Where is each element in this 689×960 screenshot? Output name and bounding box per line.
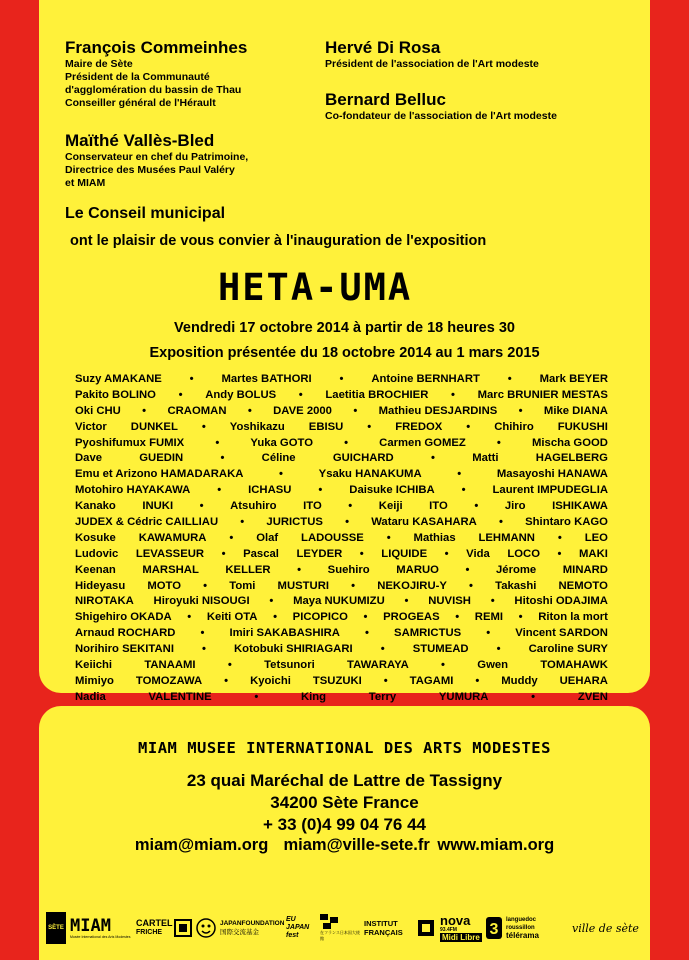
- separator-dot: •: [457, 468, 462, 481]
- website-link[interactable]: www.miam.org: [437, 836, 555, 854]
- separator-dot: •: [466, 420, 471, 433]
- separator-dot: •: [499, 516, 503, 529]
- svg-text:3: 3: [489, 921, 499, 938]
- separator-dot: •: [339, 373, 344, 385]
- artist-name: MOTO: [147, 579, 182, 592]
- artist-row: [75, 388, 608, 404]
- artist-name: Gwen: [477, 659, 509, 672]
- japan-foundation-logo: JAPANFOUNDATION 国際交流基金: [220, 920, 285, 936]
- artist-row: [75, 404, 608, 420]
- separator-dot: •: [386, 531, 391, 544]
- institut-francais-logo: INSTITUT FRANÇAIS: [364, 919, 403, 937]
- separator-dot: •: [200, 627, 205, 640]
- separator-dot: •: [298, 388, 303, 401]
- artist-row: [75, 515, 608, 531]
- separator-dot: •: [465, 563, 470, 576]
- separator-dot: •: [518, 404, 523, 417]
- badge-icon: [174, 912, 194, 944]
- separator-dot: •: [247, 404, 252, 417]
- separator-dot: •: [227, 659, 232, 672]
- artist-list: [75, 372, 608, 706]
- artist-name: Suehiro: [327, 563, 370, 576]
- artist-name: Hideyasu: [75, 579, 126, 592]
- separator-dot: •: [531, 690, 536, 703]
- artist-name: Wataru KASAHARA: [371, 516, 477, 529]
- separator-dot: •: [344, 436, 349, 449]
- artist-row: [75, 594, 608, 610]
- artist-name: Mark BEYER: [539, 373, 608, 385]
- separator-dot: •: [221, 547, 226, 560]
- artist-name: FREDOX: [395, 420, 443, 433]
- artist-row: [75, 531, 608, 547]
- artist-name: Arnaud ROCHARD: [75, 627, 176, 640]
- artist-row: [75, 610, 608, 626]
- artist-row: [75, 451, 608, 467]
- separator-dot: •: [404, 595, 409, 608]
- separator-dot: •: [318, 484, 323, 497]
- artist-name: DAVE 2000: [273, 404, 332, 417]
- invitation-line: ont le plaisir de vous convier à l'inauguration de l'exposition: [70, 233, 487, 249]
- artist-name: King: [300, 690, 327, 703]
- host-role: d'agglomération du bassin de Thau: [65, 84, 242, 96]
- artist-name: LADOUSSE: [301, 531, 364, 544]
- artist-row: [75, 499, 608, 515]
- languedoc-telerama-logo: languedoc roussillon télérama: [506, 917, 539, 940]
- artist-name: Caroline SURY: [528, 643, 608, 656]
- sete-logo: SÈTE: [46, 912, 66, 944]
- museum-name: MIAM MUSEE INTERNATIONAL DES ARTS MODESTES: [138, 739, 551, 757]
- artist-name: NUVISH: [428, 595, 471, 608]
- artist-name: YUMURA: [438, 690, 489, 703]
- artist-name: Hiroyuki NISOUGI: [153, 595, 250, 608]
- host-role: Directrice des Musées Paul Valéry: [65, 164, 235, 176]
- artist-row: [75, 626, 608, 642]
- separator-dot: •: [353, 404, 358, 417]
- separator-dot: •: [345, 516, 350, 529]
- artist-name: INUKI: [142, 500, 174, 513]
- artist-name: FUKUSHI: [557, 420, 608, 433]
- separator-dot: •: [496, 436, 501, 449]
- email-link-miam[interactable]: miam@miam.org: [134, 836, 269, 854]
- separator-dot: •: [202, 643, 206, 656]
- artist-name: TANAAMI: [144, 659, 196, 672]
- artist-row: [75, 420, 608, 436]
- artist-name: Riton la mort: [538, 611, 608, 624]
- artist-name: Mischa GOOD: [531, 436, 608, 449]
- artist-name: UEHARA: [559, 674, 608, 687]
- artist-row: [75, 563, 608, 579]
- artist-name: ITO: [303, 500, 322, 513]
- artist-name: NEMOTO: [558, 579, 608, 592]
- artist-name: Hitoshi ODAJIMA: [514, 595, 608, 608]
- artist-name: Tomi: [229, 579, 256, 592]
- artist-name: TAGAMI: [409, 674, 454, 687]
- artist-row: [75, 642, 608, 658]
- artist-name: KELLER: [225, 563, 271, 576]
- artist-name: Keiti OTA: [206, 611, 258, 624]
- artist-name: TOMOZAWA: [135, 674, 203, 687]
- separator-dot: •: [430, 452, 435, 465]
- council-line: Le Conseil municipal: [65, 205, 226, 222]
- host-name: François Commeinhes: [65, 38, 248, 57]
- artist-name: Kosuke: [75, 531, 116, 544]
- artist-name: Dave: [75, 452, 103, 465]
- separator-dot: •: [269, 595, 274, 608]
- separator-dot: •: [474, 500, 479, 513]
- artist-name: Mathias: [413, 531, 456, 544]
- artist-name: REMI: [474, 611, 504, 624]
- separator-dot: •: [351, 579, 356, 592]
- artist-name: Céline: [261, 452, 296, 465]
- exhibition-dates: Exposition présentée du 18 octobre 2014 au 1 mars 2015: [149, 345, 540, 361]
- host-commeinhes: [65, 38, 247, 110]
- artist-name: LEYDER: [296, 547, 343, 560]
- exhibition-title: HETA-UMA: [218, 266, 413, 309]
- artist-row: [75, 579, 608, 595]
- artist-name: EBISU: [308, 420, 344, 433]
- artist-name: Motohiro HAYAKAWA: [75, 484, 191, 497]
- artist-name: Andy BOLUS: [205, 388, 277, 401]
- artist-name: PROGEAS: [383, 611, 440, 624]
- artist-name: Emu et Arizono HAMADARAKA: [75, 468, 244, 481]
- separator-dot: •: [486, 627, 491, 640]
- artist-row: [75, 372, 608, 388]
- artist-name: Vincent SARDON: [515, 627, 608, 640]
- separator-dot: •: [254, 690, 259, 703]
- artist-name: Jérome: [496, 563, 537, 576]
- artist-name: Laurent IMPUDEGLIA: [492, 484, 608, 497]
- artist-name: Mathieu DESJARDINS: [378, 404, 498, 417]
- artist-name: MARSHAL: [142, 563, 199, 576]
- artist-name: Keiichi: [75, 659, 113, 672]
- artist-name: LEO: [584, 531, 608, 544]
- artist-row: [75, 658, 608, 674]
- artist-name: Muddy: [501, 674, 538, 687]
- artist-name: Vida: [466, 547, 490, 560]
- separator-dot: •: [469, 579, 474, 592]
- artist-name: Laetitia BROCHIER: [325, 388, 429, 401]
- separator-dot: •: [273, 611, 278, 624]
- separator-dot: •: [229, 531, 234, 544]
- separator-dot: •: [380, 643, 385, 656]
- host-di-rosa: [325, 38, 539, 71]
- separator-dot: •: [279, 468, 284, 481]
- artist-name: TSUZUKI: [312, 674, 362, 687]
- artist-name: Mike DIANA: [543, 404, 608, 417]
- eu-japan-fest-logo: EU JAPAN fest: [286, 916, 310, 939]
- artist-name: ZVEN: [577, 690, 608, 703]
- venue-address: 23 quai Maréchal de Lattre de Tassigny: [186, 771, 503, 790]
- artist-name: TAWARAYA: [347, 659, 409, 672]
- artist-name: Matti: [472, 452, 499, 465]
- miam-logo: MIAM Musée International des Arts Modestes: [70, 915, 131, 939]
- artist-name: Nadia: [75, 690, 106, 703]
- separator-dot: •: [496, 643, 501, 656]
- artist-name: Atsuhiro: [230, 500, 277, 513]
- artist-name: NIROTAKA: [75, 595, 134, 608]
- artist-name: SAMRICTUS: [394, 627, 462, 640]
- artist-name: Jiro: [504, 500, 526, 513]
- artist-name: ICHASU: [248, 484, 292, 497]
- separator-dot: •: [518, 611, 523, 624]
- separator-dot: •: [178, 388, 183, 401]
- artist-name: ISHIKAWA: [552, 500, 608, 513]
- artist-row: [75, 674, 608, 690]
- artist-name: PICOPICO: [292, 611, 348, 624]
- separator-dot: •: [215, 436, 220, 449]
- host-name: Bernard Belluc: [325, 90, 446, 109]
- artist-row: [75, 483, 608, 499]
- artist-name: Norihiro SEKITANI: [75, 643, 174, 656]
- artist-name: ITO: [429, 500, 448, 513]
- artist-name: MARUO: [396, 563, 439, 576]
- france3-icon: [486, 912, 502, 944]
- separator-dot: •: [365, 627, 369, 640]
- artist-name: MAKI: [579, 547, 608, 560]
- artist-name: Shigehiro OKADA: [75, 611, 172, 624]
- artist-name: Pascal: [243, 547, 279, 560]
- separator-dot: •: [189, 373, 194, 385]
- host-role: et MIAM: [65, 177, 106, 189]
- separator-dot: •: [507, 373, 512, 385]
- host-name: Hervé Di Rosa: [325, 38, 441, 57]
- artist-name: Marc BRUNIER MESTAS: [477, 388, 608, 401]
- host-name: Maïthé Vallès-Bled: [65, 131, 215, 150]
- separator-dot: •: [363, 611, 368, 624]
- artist-name: Kanako: [75, 500, 116, 513]
- artist-name: Terry: [368, 690, 397, 703]
- host-belluc: [325, 90, 557, 123]
- artist-name: LOCO: [507, 547, 540, 560]
- artist-name: STUMEAD: [412, 643, 469, 656]
- separator-dot: •: [359, 547, 364, 560]
- separator-dot: •: [490, 595, 495, 608]
- separator-dot: •: [475, 674, 480, 687]
- host-role: Conseiller général de l'Hérault: [65, 97, 216, 109]
- artist-name: Oki CHU: [75, 404, 121, 417]
- separator-dot: •: [455, 611, 460, 624]
- separator-dot: •: [441, 659, 446, 672]
- artist-name: KAWAMURA: [138, 531, 207, 544]
- artist-name: Kotobuki SHIRIAGARI: [234, 643, 353, 656]
- separator-dot: •: [201, 420, 206, 433]
- artist-name: DUNKEL: [130, 420, 178, 433]
- artist-name: Ludovic: [75, 547, 119, 560]
- separator-dot: •: [557, 547, 562, 560]
- nova-midi-libre-logo: nova 93.4FM Midi Libre: [440, 912, 482, 944]
- separator-dot: •: [461, 484, 466, 497]
- artist-name: HAGELBERG: [535, 452, 608, 465]
- artist-name: Yoshikazu: [229, 420, 285, 433]
- artist-name: GUEDIN: [139, 452, 184, 465]
- artist-name: Daisuke ICHIBA: [349, 484, 435, 497]
- venue-city: 34200 Sète France: [270, 793, 419, 812]
- artist-name: Ysaku HANAKUMA: [318, 468, 422, 481]
- artist-name: Shintaro KAGO: [525, 516, 608, 529]
- artist-name: Maya NUKUMIZU: [293, 595, 385, 608]
- separator-dot: •: [451, 388, 455, 401]
- host-role: Président de l'association de l'Art modeste: [325, 58, 539, 70]
- artist-name: LIQUIDE: [381, 547, 428, 560]
- cartel-logo: CARTEL FRICHE: [136, 918, 173, 936]
- artist-row: [75, 436, 608, 452]
- separator-dot: •: [217, 484, 222, 497]
- artist-name: Carmen GOMEZ: [379, 436, 466, 449]
- artist-name: GUICHARD: [332, 452, 394, 465]
- host-role: Président de la Communauté: [65, 71, 210, 83]
- separator-dot: •: [240, 516, 245, 529]
- artist-name: Antoine BERNHART: [371, 373, 480, 385]
- artist-name: Pyoshifumux FUMIX: [75, 436, 185, 449]
- host-role: Co-fondateur de l'association de l'Art modeste: [325, 110, 557, 122]
- artist-name: Suzy AMAKANE: [75, 373, 162, 385]
- artist-name: MINARD: [562, 563, 608, 576]
- artist-name: Takashi: [495, 579, 537, 592]
- separator-dot: •: [224, 674, 229, 687]
- sponsor-logos: [46, 912, 646, 944]
- separator-dot: •: [444, 547, 449, 560]
- artist-name: Kyoichi: [250, 674, 291, 687]
- opening-date: Vendredi 17 octobre 2014 à partir de 18 heures 30: [174, 320, 515, 336]
- artist-name: JURICTUS: [266, 516, 323, 529]
- artist-name: JUDEX & Cédric CAILLIAU: [75, 516, 219, 529]
- artist-name: Olaf: [256, 531, 279, 544]
- host-role: Conservateur en chef du Patrimoine,: [65, 151, 249, 163]
- artist-name: Mimiyo: [75, 674, 114, 687]
- artist-name: LEVASSEUR: [135, 547, 205, 560]
- separator-dot: •: [203, 579, 208, 592]
- artist-name: Masayoshi HANAWA: [496, 468, 608, 481]
- artist-name: MUSTURI: [277, 579, 330, 592]
- venue-phone: + 33 (0)4 99 04 76 44: [262, 815, 427, 834]
- separator-dot: •: [142, 404, 147, 417]
- artist-name: Imiri SAKABASHIRA: [229, 627, 340, 640]
- separator-dot: •: [199, 500, 204, 513]
- artist-row: [75, 467, 608, 483]
- artist-name: LEHMANN: [478, 531, 535, 544]
- separator-dot: •: [348, 500, 353, 513]
- separator-dot: •: [297, 563, 302, 576]
- artist-name: TOMAHAWK: [540, 659, 608, 672]
- artist-name: Yuka GOTO: [250, 436, 313, 449]
- artist-name: NEKOJIRU-Y: [377, 579, 447, 592]
- artist-name: Keiji: [378, 500, 403, 513]
- artist-name: Keenan: [75, 563, 116, 576]
- artist-name: CRAOMAN: [167, 404, 227, 417]
- square-logo-icon: [418, 912, 438, 944]
- artist-name: Martes BATHORI: [221, 373, 312, 385]
- artist-name: Tetsunori: [264, 659, 315, 672]
- email-link-ville[interactable]: miam@ville-sete.fr: [283, 836, 430, 854]
- artist-row: [75, 547, 608, 563]
- separator-dot: •: [220, 452, 225, 465]
- artist-name: Pakito BOLINO: [75, 388, 156, 401]
- separator-dot: •: [187, 611, 192, 624]
- artist-row: [75, 690, 608, 706]
- face-icon: [196, 912, 218, 944]
- host-valles-bled: [65, 131, 248, 190]
- separator-dot: •: [557, 531, 562, 544]
- artist-name: Victor: [75, 420, 107, 433]
- host-role: Maire de Sète: [65, 58, 133, 70]
- separator-dot: •: [383, 674, 388, 687]
- separator-dot: •: [367, 420, 372, 433]
- artist-name: VALENTINE: [148, 690, 212, 703]
- ville-de-sete-logo: ville de sète: [572, 921, 639, 935]
- artist-name: Chihiro: [494, 420, 534, 433]
- contact-line: [0, 836, 689, 855]
- embassy-logo: 在フランス日本国大使館: [320, 912, 362, 944]
